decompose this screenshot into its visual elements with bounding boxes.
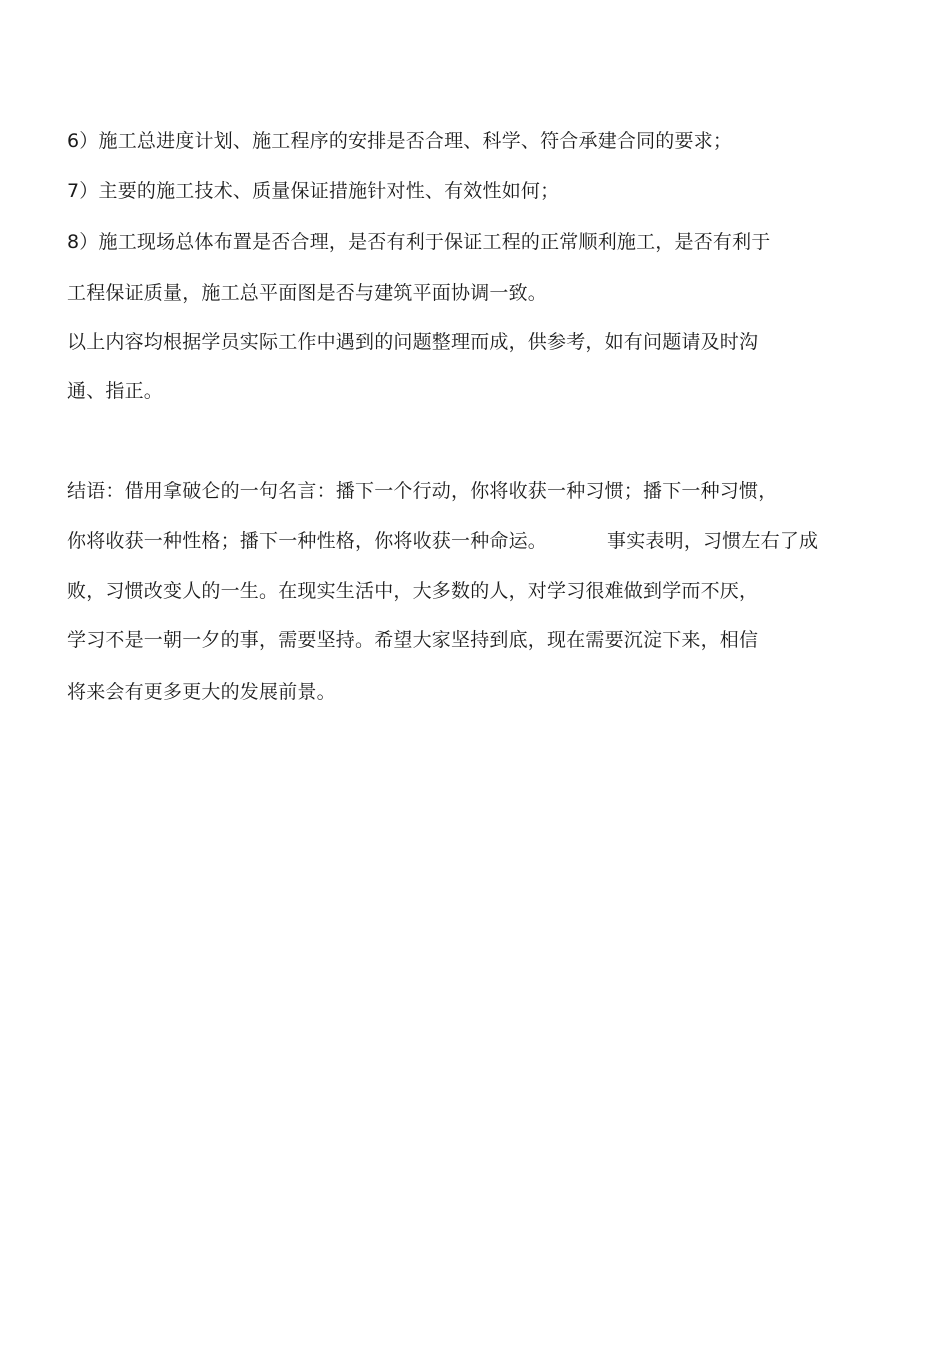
conclusion-line-1: 结语：借用拿破仑的一句名言：播下一个行动，你将收获一种习惯；播下一种习惯， [67, 480, 778, 502]
conclusion-line-2-part-2: 事实表明，习惯左右了成 [607, 530, 819, 552]
conclusion-line-2 [67, 529, 818, 553]
conclusion-line-5: 将来会有更多更大的发展前景。 [67, 681, 336, 703]
checklist-item-7: 7）主要的施工技术、质量保证措施针对性、有效性如何； [67, 180, 560, 202]
conclusion-line-3: 败，习惯改变人的一生。在现实生活中，大多数的人，对学习很难做到学而不厌， [67, 580, 759, 602]
checklist-item-8-continued: 工程保证质量，施工总平面图是否与建筑平面协调一致。 [67, 282, 548, 304]
conclusion-line-4: 学习不是一朝一夕的事，需要坚持。希望大家坚持到底，现在需要沉淀下来，相信 [67, 629, 759, 651]
note-line-1: 以上内容均根据学员实际工作中遇到的问题整理而成，供参考，如有问题请及时沟 [67, 331, 759, 353]
conclusion-line-2-part-1: 你将收获一种性格；播下一种性格，你将收获一种命运。 [67, 530, 548, 552]
checklist-item-8: 8）施工现场总体布置是否合理，是否有利于保证工程的正常顺利施工，是否有利于 [67, 231, 771, 253]
note-line-2: 通、指正。 [67, 380, 164, 402]
checklist-item-6: 6）施工总进度计划、施工程序的安排是否合理、科学、符合承建合同的要求； [67, 130, 733, 152]
